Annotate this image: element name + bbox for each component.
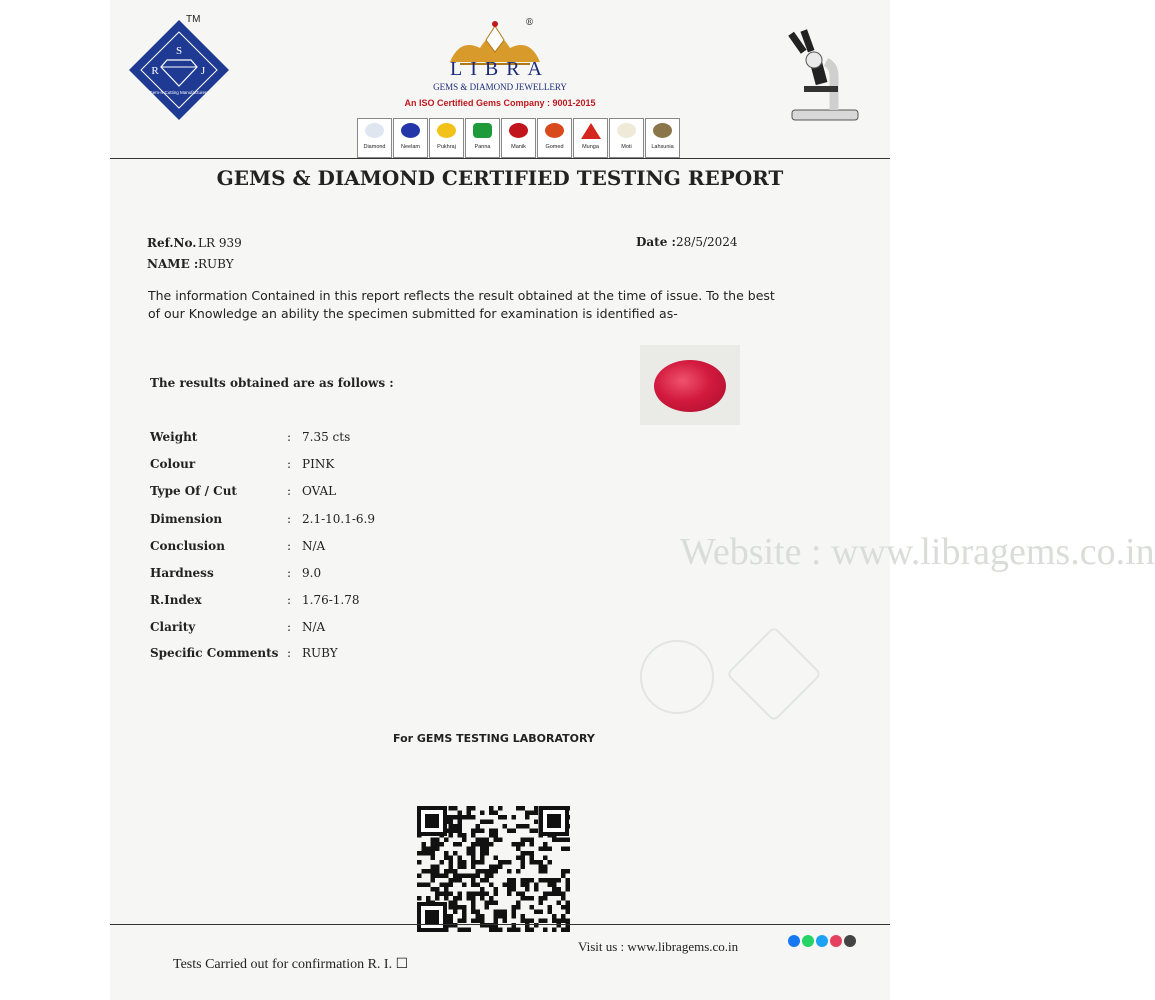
- trademark: TM: [186, 14, 201, 25]
- result-separator: :: [287, 620, 292, 634]
- gem-label: Gomed: [545, 144, 564, 150]
- result-label: Specific Comments: [150, 646, 279, 660]
- libra-brand-name: LIBRA: [450, 58, 550, 80]
- ruby-gem-image: [654, 360, 726, 412]
- social-icons: [788, 935, 858, 947]
- gem-label: Pukhraj: [437, 144, 456, 150]
- header-divider: [110, 158, 890, 159]
- iso-certification: An ISO Certified Gems Company : 9001-2015: [404, 98, 596, 108]
- gem-swatch: [545, 123, 564, 138]
- result-value: N/A: [302, 539, 326, 553]
- results-heading: The results obtained are as follows :: [150, 376, 394, 390]
- rsj-letter-r: R: [151, 65, 159, 77]
- ref-value: LR 939: [198, 236, 242, 250]
- result-label: Colour: [150, 457, 196, 471]
- gem-swatch: [437, 123, 456, 138]
- gem-swatch: [653, 123, 672, 138]
- social-icon[interactable]: [844, 935, 856, 947]
- footer-divider: [110, 924, 890, 925]
- microscope-icon: [784, 26, 864, 126]
- result-label: Weight: [150, 430, 198, 444]
- gem-tile: [393, 118, 428, 158]
- website-footer: Visit us : www.libragems.co.in: [578, 939, 739, 954]
- result-separator: :: [287, 484, 292, 498]
- result-value: 7.35 cts: [302, 430, 351, 444]
- rsj-letter-j: J: [200, 65, 206, 77]
- result-value: N/A: [302, 620, 326, 634]
- gem-tile: [465, 118, 500, 158]
- result-label: Type Of / Cut: [150, 484, 237, 498]
- gem-label: Panna: [474, 144, 491, 150]
- gem-tile: [537, 118, 572, 158]
- qr-code: [417, 806, 569, 932]
- gem-tile: [573, 118, 608, 158]
- social-icon[interactable]: [830, 935, 842, 947]
- social-icon[interactable]: [816, 935, 828, 947]
- result-label: R.Index: [150, 593, 202, 607]
- gem-swatch: [617, 123, 636, 138]
- libra-subtitle: GEMS & DIAMOND JEWELLERY: [433, 82, 567, 92]
- result-value: 1.76-1.78: [302, 593, 360, 607]
- result-label: Conclusion: [150, 539, 225, 553]
- gem-swatch: [365, 123, 384, 138]
- date-value: 28/5/2024: [676, 235, 738, 249]
- gem-swatch: [509, 123, 528, 138]
- gem-label: Moti: [621, 144, 632, 150]
- rsj-letter-s: S: [175, 45, 183, 57]
- gem-label: Diamond: [363, 144, 386, 150]
- name-value: RUBY: [198, 257, 234, 271]
- report-title: GEMS & DIAMOND CERTIFIED TESTING REPORT: [216, 166, 784, 190]
- gem-tile: [645, 118, 680, 158]
- gem-swatch: [401, 123, 420, 138]
- rsj-logo: [127, 18, 231, 122]
- result-separator: :: [287, 566, 292, 580]
- result-value: PINK: [302, 457, 335, 471]
- gem-tile: [609, 118, 644, 158]
- gem-swatch: [473, 123, 492, 138]
- result-value: RUBY: [302, 646, 338, 660]
- gem-tile: [429, 118, 464, 158]
- result-label: Hardness: [150, 566, 214, 580]
- date-label: Date :: [636, 235, 676, 249]
- result-label: Dimension: [150, 512, 223, 526]
- result-value: 2.1-10.1-6.9: [302, 512, 375, 526]
- registered-mark: ®: [525, 18, 534, 28]
- result-label: Clarity: [150, 620, 196, 634]
- social-icon[interactable]: [788, 935, 800, 947]
- gem-label: Neelam: [401, 144, 420, 150]
- social-icon[interactable]: [802, 935, 814, 947]
- gem-label: Munga: [582, 144, 599, 150]
- ref-label: Ref.No.: [147, 236, 197, 250]
- rsj-tagline: Gem-n-Cutting Manufacturers: [149, 90, 209, 95]
- lab-signature-line: For GEMS TESTING LABORATORY: [393, 732, 595, 745]
- result-separator: :: [287, 457, 292, 471]
- result-separator: :: [287, 539, 292, 553]
- gem-strip: [357, 118, 681, 158]
- result-separator: :: [287, 593, 292, 607]
- website-watermark: Website : www.libragems.co.in: [680, 531, 1155, 573]
- gem-label: Lahsunia: [651, 144, 674, 150]
- gem-tile: [357, 118, 392, 158]
- result-separator: :: [287, 512, 292, 526]
- result-value: OVAL: [302, 484, 337, 498]
- tests-confirmation: Tests Carried out for confirmation R. I. ☐: [173, 957, 409, 972]
- name-label: NAME :: [147, 257, 199, 271]
- result-separator: :: [287, 430, 292, 444]
- result-separator: :: [287, 646, 292, 660]
- gem-tile: [501, 118, 536, 158]
- intro-paragraph: The information Contained in this report reflects the result obtained at the time of issue. To the best of our Knowledge an ability the specimen submitted for examination is identified as-: [148, 288, 775, 321]
- gem-label: Manik: [511, 144, 526, 150]
- watermark-seal: [726, 626, 822, 722]
- watermark-seal: [640, 640, 714, 714]
- result-value: 9.0: [302, 566, 322, 580]
- gem-swatch: [581, 123, 601, 139]
